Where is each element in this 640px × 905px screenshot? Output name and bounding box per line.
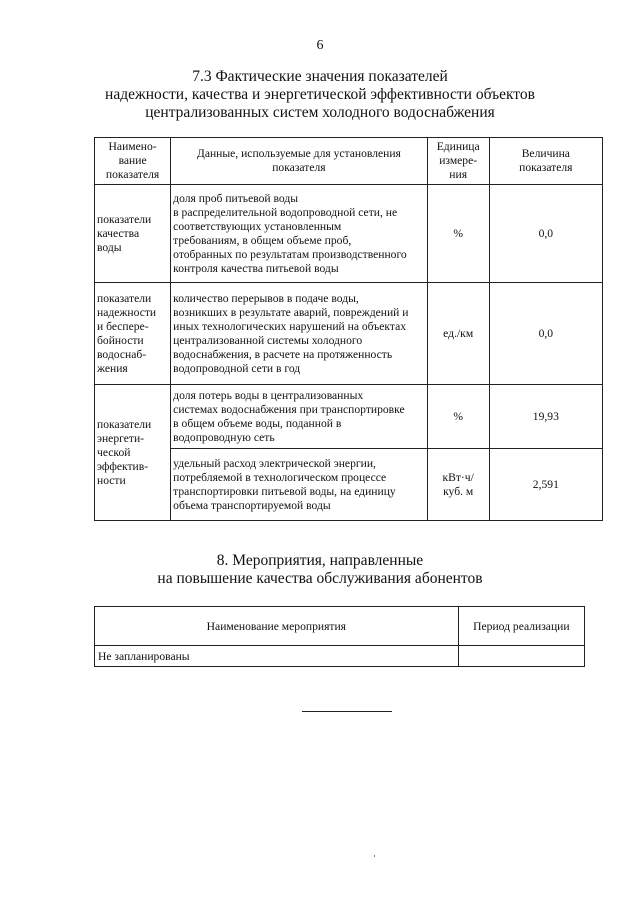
cell-line: потребляемой в технологическом процессе [173,470,387,484]
cell-line: показатели [97,212,152,226]
header-line: ния [449,168,468,181]
period-cell [458,646,584,667]
indicator-data-cell [171,449,427,521]
header-data-used [171,138,427,185]
cell-line: показатели [97,291,152,305]
scan-speck [374,855,375,857]
header-line: вание [118,154,147,167]
cell-line: кВт·ч/ [442,470,474,484]
title-line: на повышение качества обслуживания абонентов [157,570,483,587]
indicator-data-cell [171,385,427,449]
unit-cell [427,283,489,385]
table-row [95,385,603,449]
header-period: Период реализации [458,607,584,646]
cell-line: удельный расход электрической энергии, [173,456,376,470]
cell-line: показатели [97,417,152,431]
header-value [489,138,602,185]
indicator-data-cell [171,283,427,385]
cell-line: транспортировки питьевой воды, на единицу [173,484,396,498]
header-unit [427,138,489,185]
title-line: централизованных систем холодного водоснабжения [145,104,495,121]
cell-line: % [453,226,463,240]
cell-line: энергети- [97,431,145,445]
cell-line: ед./км [443,326,474,340]
cell-line: % [453,409,463,423]
indicator-name-cell [95,283,171,385]
cell-line: надежности [97,305,157,319]
cell-line: водопроводную сеть [173,430,275,444]
value-cell: 2,591 [489,449,602,521]
cell-line: ности [97,473,126,487]
cell-line: контроля качества питьевой воды [173,261,339,275]
header-line: Величина [521,147,570,160]
section-8-title [0,552,640,588]
unit-cell [427,385,489,449]
value-cell: 19,93 [489,385,602,449]
end-rule [302,711,392,712]
cell-line: бойности [97,333,144,347]
table-row [95,646,585,667]
cell-line: и беспере- [97,319,149,333]
cell-line: куб. м [443,484,474,498]
cell-line: возникших в результате аварий, повреждений и [173,305,409,319]
unit-cell [427,449,489,521]
cell-line: соответствующих установленным [173,219,342,233]
cell-line: доля проб питьевой воды [173,191,299,205]
cell-line: воды [97,240,122,254]
table-row [95,185,603,283]
cell-line: в распределительной водопроводной сети, не [173,205,398,219]
cell-line: водопроводной сети в год [173,361,301,375]
value-cell: 0,0 [489,185,602,283]
header-line: Наимено- [108,140,157,153]
header-line: Данные, используемые для установления [196,147,401,160]
cell-line: водоснаб- [97,347,147,361]
table-row [95,283,603,385]
header-line: Единица [436,140,480,153]
cell-line: жения [97,361,128,375]
cell-line: доля потерь воды в централизованных [173,388,364,402]
header-line: показателя [272,161,326,174]
unit-cell [427,185,489,283]
cell-line: ческой [97,445,131,459]
cell-line: водоснабжения, в расчете на протяженность [173,347,393,361]
section-7-3-title [0,68,640,122]
indicator-name-cell [95,185,171,283]
cell-line: объема транспортируемой воды [173,498,331,512]
title-line: 7.3 Фактические значения показателей [192,68,448,85]
value-cell: 0,0 [489,283,602,385]
cell-line: в общем объеме воды, поданной в [173,416,342,430]
cell-line: централизованной системы холодного [173,333,363,347]
cell-line: отобранных по результатам производственного [173,247,407,261]
cell-line: системах водоснабжения при транспортировке [173,402,405,416]
title-line: 8. Мероприятия, направленные [216,552,424,569]
cell-line: качества [97,226,140,240]
page-number: 6 [316,38,324,53]
header-activity: Наименование мероприятия [95,607,459,646]
cell-line: количество перерывов в подаче воды, [173,291,359,305]
indicator-name-cell [95,385,171,521]
header-indicator-name [95,138,171,185]
indicator-data-cell [171,185,427,283]
activity-cell: Не запланированы [95,646,459,667]
header-line: показателя [105,168,160,181]
table-row [95,449,603,521]
header-line: показателя [519,161,573,174]
table-header-row [95,138,603,185]
title-line: надежности, качества и энергетической эффективности объектов [105,86,535,103]
cell-line: требованиям, в общем объеме проб, [173,233,352,247]
cell-line: иных технологических нарушений на объектах [173,319,407,333]
indicators-table [94,137,603,521]
table-header-row [95,607,585,646]
header-line: измере- [439,154,478,167]
activities-table [94,606,585,667]
cell-line: эффектив- [97,459,149,473]
